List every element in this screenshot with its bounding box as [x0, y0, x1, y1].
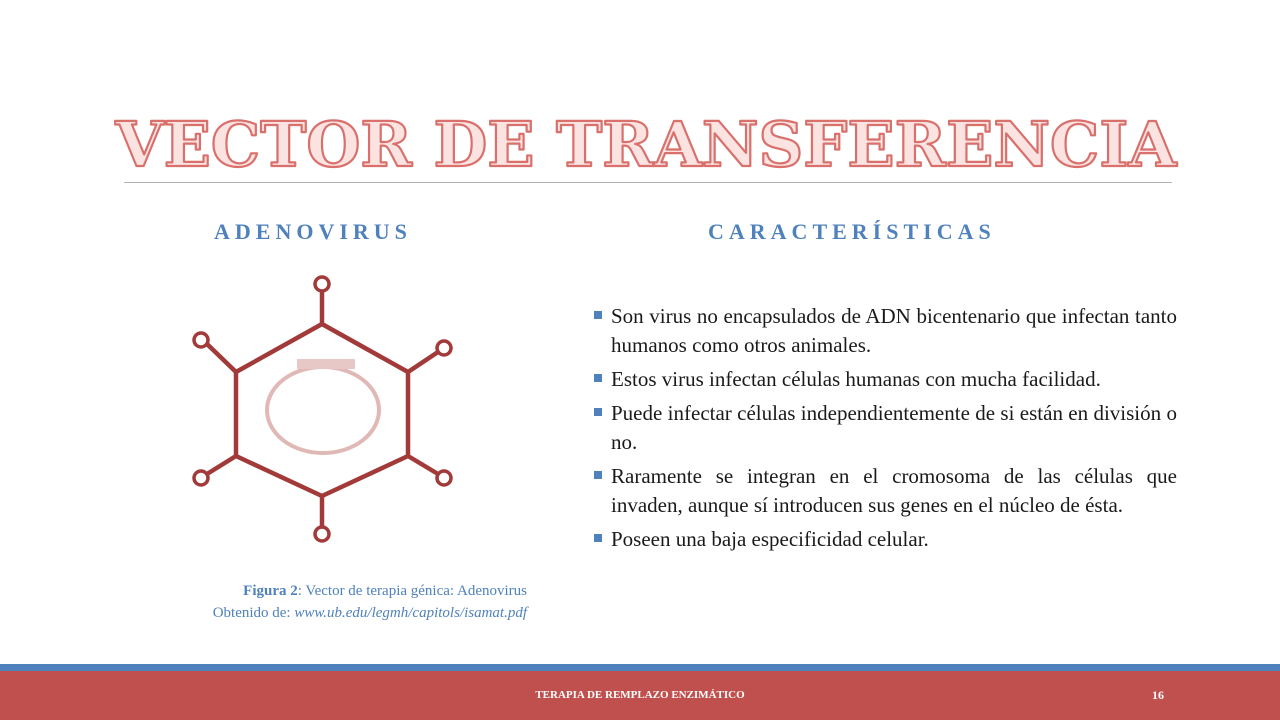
square-bullet-icon — [594, 408, 602, 416]
square-bullet-icon — [594, 471, 602, 479]
square-bullet-icon — [594, 534, 602, 542]
right-column-heading: CARACTERÍSTICAS — [708, 219, 996, 244]
page-number: 16 — [1152, 688, 1164, 702]
bullet-item — [592, 462, 1177, 520]
left-column-heading: ADENOVIRUS — [214, 219, 412, 244]
caption-figure-text: : Vector de terapia génica: Adenovirus — [297, 583, 527, 599]
bullet-text: Raramente se integran en el cromosoma de las células que invaden, aunque sí introducen sus genes en el núcleo de ésta. — [611, 464, 1177, 517]
bullet-text: Estos virus infectan células humanas con mucha facilidad. — [611, 367, 1101, 391]
caption-line-1 — [100, 580, 527, 602]
caption-source-label: Obtenido de: — [212, 605, 295, 621]
bullet-text: Poseen una baja especificidad celular. — [611, 527, 929, 551]
bullet-item — [592, 525, 1177, 554]
caption-source-link[interactable]: www.ub.edu/legmh/capitols/isamat.pdf — [294, 605, 527, 621]
adenovirus-icon — [180, 262, 470, 552]
title-divider — [124, 182, 1172, 183]
footer-title: TERAPIA DE REMPLAZO ENZIMÁTICO — [535, 689, 745, 701]
bullet-text: Son virus no encapsulados de ADN bicentenario que infectan tanto humanos como otros animales. — [611, 304, 1177, 357]
caption-figure-label: Figura 2 — [243, 583, 298, 599]
square-bullet-icon — [594, 374, 602, 382]
bullet-text: Puede infectar células independientemente de si están en división o no. — [611, 401, 1177, 454]
bullet-item — [592, 302, 1177, 360]
caption-line-2 — [100, 602, 527, 624]
bullet-item — [592, 399, 1177, 457]
slide-title — [0, 100, 1280, 190]
characteristics-list — [592, 302, 1177, 559]
slide-title-text: VECTOR DE TRANSFERENCIA — [115, 108, 1177, 181]
square-bullet-icon — [594, 311, 602, 319]
figure-caption — [100, 580, 527, 624]
footer-stripe — [0, 664, 1280, 671]
bullet-item — [592, 365, 1177, 394]
